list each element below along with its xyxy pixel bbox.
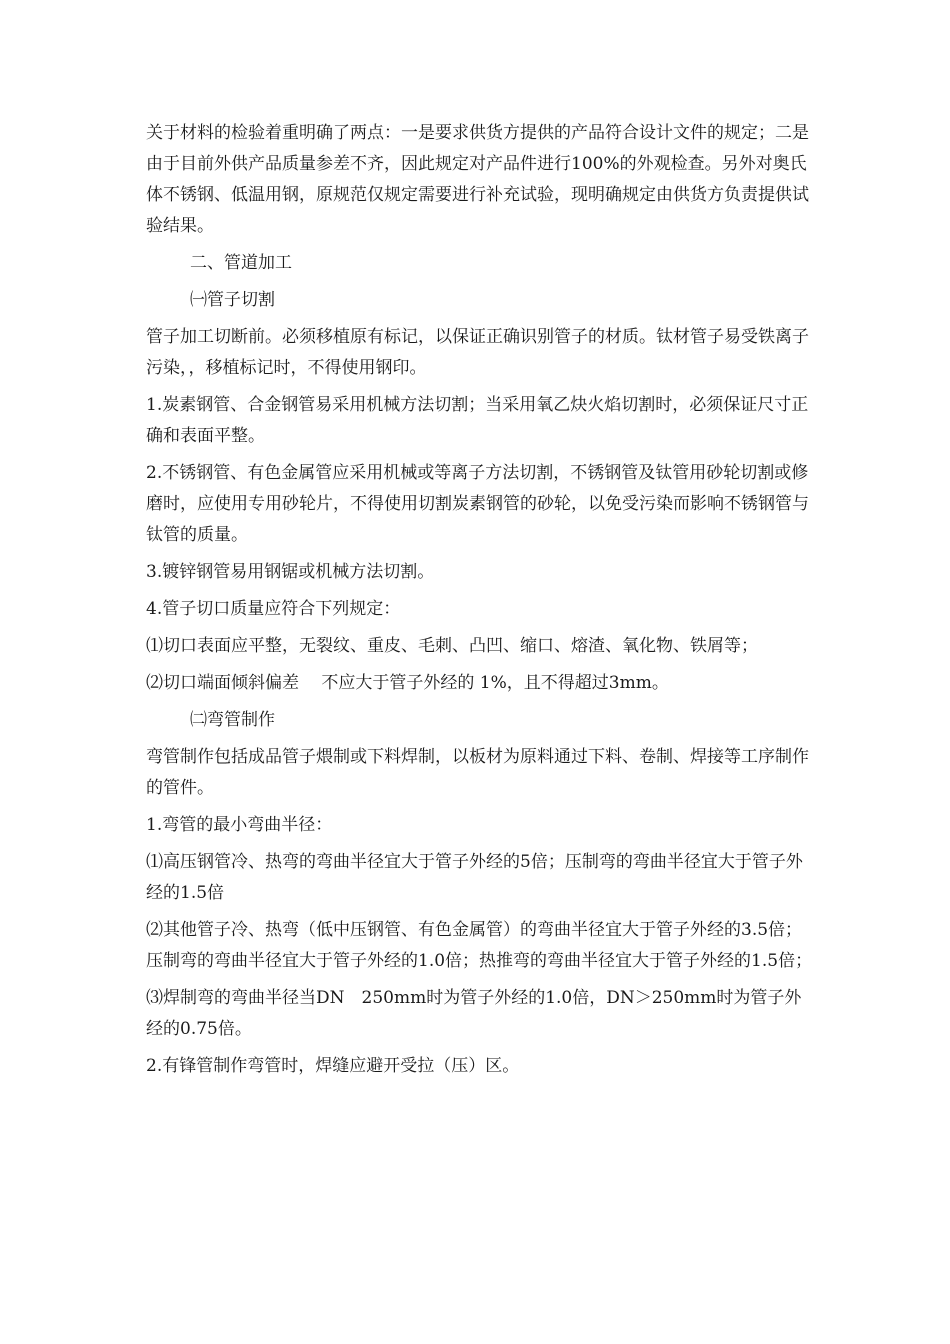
paragraph-material-inspection: 关于材料的检验着重明确了两点：一是要求供货方提供的产品符合设计文件的规定；二是由于目前外供产品质量参差不齐，因此规定对产品件进行100%的外观检查。另外对奥氏体不锈钢、低温用钢，原规范仅规定需要进行补充试验，现明确规定由供货方负责提供试验结果。 <box>146 123 809 236</box>
sub-item-cutting-4-1: ⑴切口表面应平整，无裂纹、重皮、毛刺、凸凹、缩口、熔渣、氧化物、铁屑等； <box>146 636 758 656</box>
subsection-heading-bend-fabrication: ㈡弯管制作 <box>190 710 275 730</box>
sub-item-bend-1-3: ⑶焊制弯的弯曲半径当DN 250mm时为管子外经的1.0倍，DN＞250mm时为管子外经的0.75倍。 <box>146 988 802 1039</box>
section-heading-pipe-processing: 二、管道加工 <box>190 253 292 273</box>
paragraph-bend-intro: 弯管制作包括成品管子煨制或下料焊制，以板材为原料通过下料、卷制、焊接等工序制作的管件。 <box>146 747 809 798</box>
document-page <box>146 118 814 1088</box>
list-item-cutting-4: 4.管子切口质量应符合下列规定： <box>146 599 401 619</box>
list-item-bend-1: 1.弯管的最小弯曲半径： <box>146 815 333 835</box>
list-item-cutting-3: 3.镀锌钢管易用钢锯或机械方法切割。 <box>146 562 435 582</box>
list-item-cutting-1: 1.炭素钢管、合金钢管易采用机械方法切割；当采用氧乙炔火焰切割时，必须保证尺寸正确和表面平整。 <box>146 395 809 446</box>
sub-item-bend-1-2: ⑵其他管子冷、热弯（低中压钢管、有色金属管）的弯曲半径宜大于管子外经的3.5倍；压制弯的弯曲半径宜大于管子外经的1.0倍；热推弯的弯曲半径宜大于管子外经的1.5倍； <box>146 920 813 971</box>
sub-item-bend-1-1: ⑴高压钢管冷、热弯的弯曲半径宜大于管子外经的5倍；压制弯的弯曲半径宜大于管子外经的1.5倍 <box>146 852 803 903</box>
list-item-bend-2: 2.有锋管制作弯管时，焊缝应避开受拉（压）区。 <box>146 1056 520 1076</box>
paragraph-cutting-marking: 管子加工切断前。必须移植原有标记，以保证正确识别管子的材质。钛材管子易受铁离子污染，，移植标记时，不得使用钢印。 <box>146 327 809 378</box>
list-item-cutting-2: 2.不锈钢管、有色金属管应采用机械或等离子方法切割，不锈钢管及钛管用砂轮切割或修磨时，应使用专用砂轮片，不得使用切割炭素钢管的砂轮，以免受污染而影响不锈钢管与钛管的质量。 <box>146 463 809 545</box>
sub-item-cutting-4-2: ⑵切口端面倾斜偏差 不应大于管子外经的 1%，且不得超过3mm。 <box>146 673 669 693</box>
subsection-heading-pipe-cutting: ㈠管子切割 <box>190 290 275 310</box>
